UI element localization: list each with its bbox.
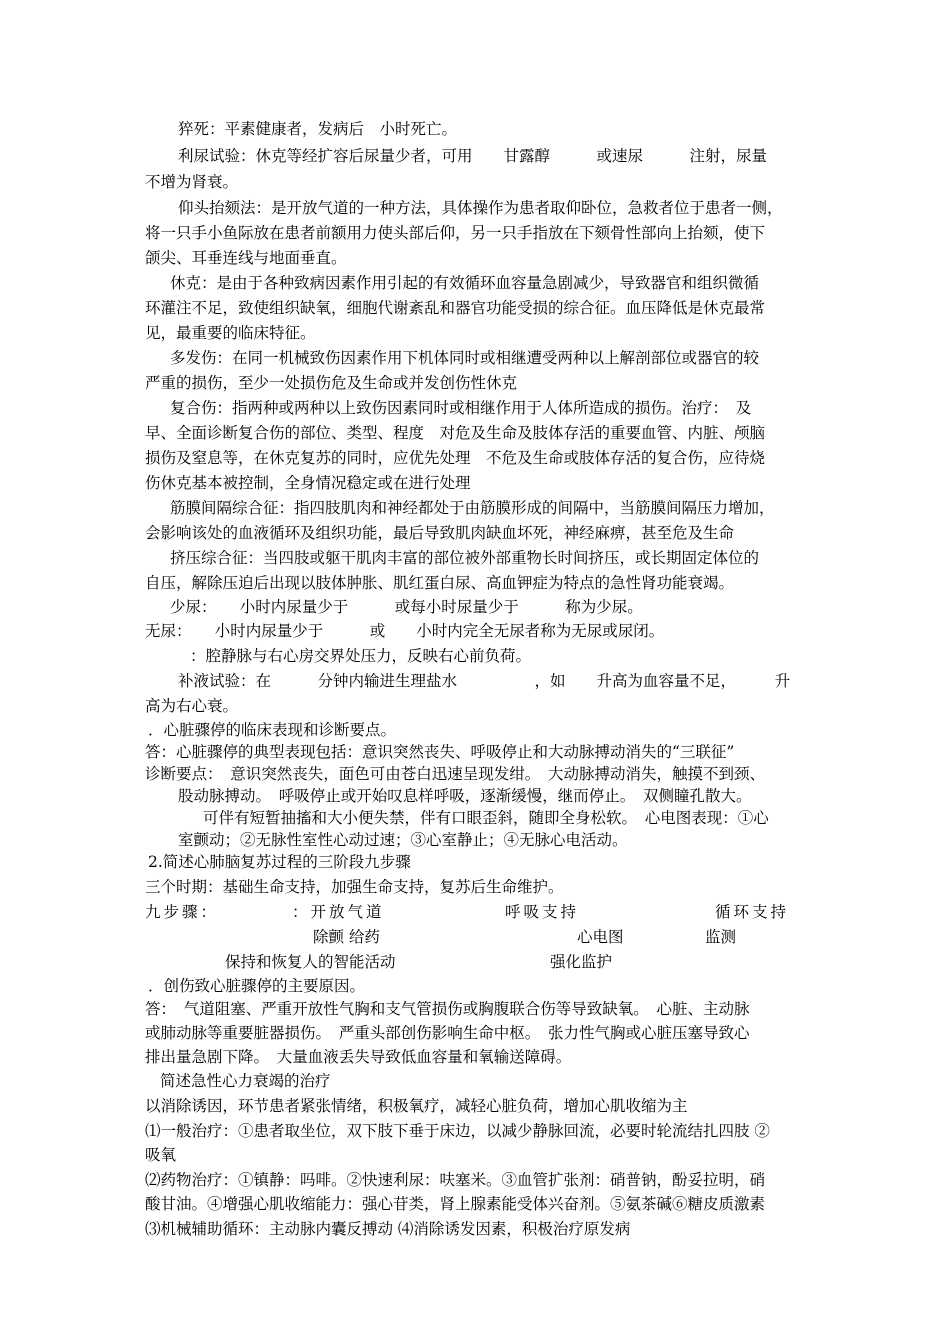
text-line: 强化监护 — [550, 953, 613, 971]
text-line: 不增为肾衰。 — [145, 173, 239, 191]
text-line: 仰头抬颏法：是开放气道的一种方法，具体操作为患者取仰卧位，急救者位于患者一侧， — [178, 199, 783, 217]
text-line: 自压，解除压迫后出现以肢体肿胀、肌红蛋白尿、高血钾症为特点的急性肾功能衰竭。 — [145, 574, 735, 592]
text-line: 挤压综合征：当四肢或躯干肌肉丰富的部位被外部重物长时间挤压，或长期固定体位的 — [170, 549, 760, 567]
text-line: 答： 气道阻塞、严重开放性气胸和支气管损伤或胸腹联合伤等导致缺氧。 心脏、主动脉 — [145, 1000, 750, 1018]
text-line: 无尿： 小时内尿量少于 或 小时内完全无尿者称为无尿或尿闭。 — [145, 622, 665, 640]
text-line: 可伴有短暂抽搐和大小便失禁，伴有口眼歪斜，随即全身松软。 心电图表现：①心 — [203, 809, 769, 827]
text-line: 吸氧 — [145, 1146, 177, 1164]
text-line: 猝死：平素健康者，发病后 小时死亡。 — [178, 120, 458, 138]
text-line: 监测 — [705, 928, 737, 946]
text-line: ：腔静脉与右心房交界处压力，反映右心前负荷。 — [190, 647, 532, 665]
text-line: 伤休克基本被控制，全身情况稳定或在进行处理 — [145, 474, 471, 492]
text-line: 颌尖、耳垂连线与地面垂直。 — [145, 249, 347, 267]
text-line: 诊断要点： 意识突然丧失，面色可由苍白迅速呈现发绀。 大动脉搏动消失，触摸不到颈、 — [145, 765, 766, 783]
text-line: 答：心脏骤停的典型表现包括：意识突然丧失、呼吸停止和大动脉搏动消失的“三联征” — [145, 743, 735, 761]
text-line: 环灌注不足，致使组织缺氧，细胞代谢紊乱和器官功能受损的综合征。血压降低是休克最常 — [145, 299, 766, 317]
text-line: ．创伤致心脏骤停的主要原因。 — [148, 977, 366, 995]
text-line: 九步骤： — [145, 903, 220, 921]
text-line: ⑴一般治疗：①患者取坐位，双下肢下垂于床边，以减少静脉回流，必要时轮流结扎四肢 ② — [145, 1122, 770, 1140]
text-line: 排出量急剧下降。 大量血液丢失导致低血容量和氧输送障碍。 — [145, 1048, 572, 1066]
text-line: 复合伤：指两种或两种以上致伤因素同时或相继作用于人体所造成的损伤。治疗： 及 — [170, 399, 752, 417]
text-line: ⑵药物治疗：①镇静：吗啡。②快速利尿：呋塞米。③血管扩张剂：硝普钠，酚妥拉明，硝 — [145, 1171, 766, 1189]
text-line: 利尿试验：休克等经扩容后尿量少者，可用 甘露醇 或速尿 注射，尿量 — [178, 147, 768, 165]
text-line: 高为右心衰。 — [145, 697, 239, 715]
text-line: 股动脉搏动。 呼吸停止或开始叹息样呼吸，逐渐缓慢，继而停止。 双侧瞳孔散大。 — [178, 787, 752, 805]
text-line: 损伤及窒息等，在休克复苏的同时，应优先处理 不危及生命或肢体存活的复合伤，应待烧 — [145, 449, 766, 467]
text-line: ．心脏骤停的临床表现和诊断要点。 — [148, 721, 397, 739]
text-line: 2.简述心肺脑复苏过程的三阶段九步骤 — [148, 853, 411, 871]
text-line: 见，最重要的临床特征。 — [145, 324, 316, 342]
text-line: ：开放气道 — [292, 903, 385, 921]
text-line: 会影响该处的血液循环及组织功能，最后导致肌肉缺血坏死，神经麻痹，甚至危及生命 — [145, 524, 735, 542]
text-line: 以消除诱因，环节患者紧张情绪，积极氧疗，减轻心脏负荷，增加心肌收缩为主 — [145, 1097, 688, 1115]
text-line: 简述急性心力衰竭的治疗 — [160, 1072, 331, 1090]
text-line: 循环支持 — [715, 903, 790, 921]
text-line: 或肺动脉等重要脏器损伤。 严重头部创伤影响生命中枢。 张力性气胸或心脏压塞导致心 — [145, 1024, 750, 1042]
text-line: 补液试验：在 分钟内输进生理盐水 ，如 升高为血容量不足， 升 — [178, 672, 791, 690]
text-line: 酸甘油。④增强心肌收缩能力：强心苷类，肾上腺素能受体兴奋剂。⑤氨茶碱⑥糖皮质激素 — [145, 1195, 766, 1213]
text-line: 将一只手小鱼际放在患者前额用力使头部后仰，另一只手指放在下颏骨性部向上抬颏，使下 — [145, 224, 766, 242]
text-line: 室颤动；②无脉性室性心动过速；③心室静止；④无脉心电活动。 — [178, 831, 628, 849]
text-line: 呼吸支持 — [505, 903, 580, 921]
text-line: 早、全面诊断复合伤的部位、类型、程度 对危及生命及肢体存活的重要血管、内脏、颅脑 — [145, 424, 766, 442]
text-line: ⑶机械辅助循环：主动脉内囊反搏动 ⑷消除诱发因素，积极治疗原发病 — [145, 1220, 631, 1238]
text-line: 保持和恢复人的智能活动 — [225, 953, 396, 971]
text-line: 除颤 给药 — [313, 928, 380, 946]
text-line: 三个时期：基础生命支持，加强生命支持，复苏后生命维护。 — [145, 878, 564, 896]
text-line: 多发伤：在同一机械致伤因素作用下机体同时或相继遭受两种以上解剖部位或器官的较 — [170, 349, 760, 367]
text-line: 少尿： 小时内尿量少于 或每小时尿量少于 称为少尿。 — [170, 598, 643, 616]
text-line: 心电图 — [577, 928, 624, 946]
text-line: 筋膜间隔综合征：指四肢肌肉和神经都处于由筋膜形成的间隔中，当筋膜间隔压力增加， — [170, 499, 775, 517]
text-line: 休克：是由于各种致病因素作用引起的有效循环血容量急剧减少，导致器官和组织微循 — [170, 274, 760, 292]
text-line: 严重的损伤，至少一处损伤危及生命或并发创伤性休克 — [145, 374, 518, 392]
